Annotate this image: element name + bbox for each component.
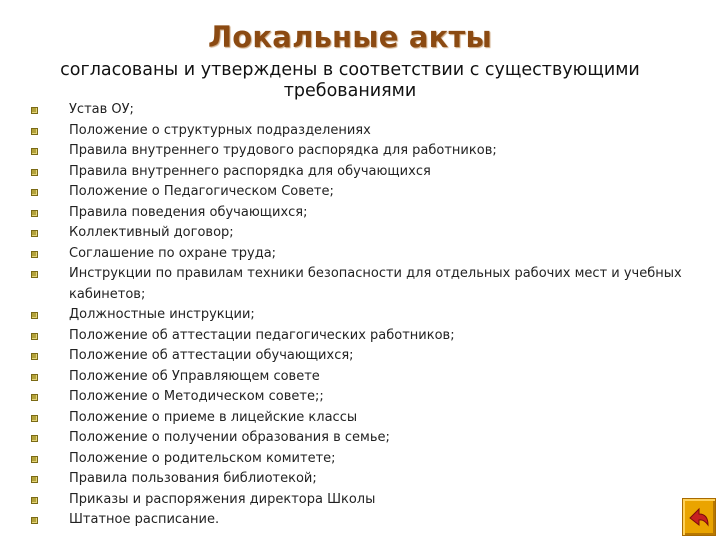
square-bullet-icon [31,333,38,340]
list-item [28,346,688,367]
list-item-text: Правила поведения обучающихся; [69,204,308,220]
square-bullet-icon [31,230,38,237]
list-item [28,121,688,142]
list-item [28,326,688,347]
square-bullet-icon [31,107,38,114]
return-arrow-icon [687,505,711,529]
list-item-text: Положение о получении образования в семье; [69,430,390,445]
list-item [28,469,688,490]
list-item-text: Штатное расписание. [69,512,220,527]
return-nav-button[interactable] [682,498,716,536]
square-bullet-icon [31,456,38,463]
square-bullet-icon [31,271,38,278]
list-item-text: Положение об аттестации педагогических работников; [69,327,455,343]
square-bullet-icon [31,169,38,176]
square-bullet-icon [31,517,38,524]
list-item-text: Правила пользования библиотекой; [69,471,317,486]
list-item [28,428,688,449]
square-bullet-icon [31,476,38,483]
square-bullet-icon [31,148,38,155]
list-item-text: Приказы и распоряжения директора Школы [69,491,376,507]
list-item [28,141,688,162]
list-item-text: Положение о родительском комитете; [69,450,336,466]
list-item [28,100,688,121]
list-item-text: Инструкции по правилам техники безопасности для отдельных рабочих мест и учебных кабинетов; [69,266,682,302]
subtitle-line-2: требованиями [283,81,417,101]
list-item [28,182,688,203]
square-bullet-icon [31,415,38,422]
list-item [28,408,688,429]
list-item-text: Положение об Управляющем совете [69,368,320,384]
list-item-text: Правила внутреннего трудового распорядка для работников; [69,143,497,158]
list-item-text: Устав ОУ; [69,102,134,117]
square-bullet-icon [31,374,38,381]
square-bullet-icon [31,210,38,217]
square-bullet-icon [31,435,38,442]
square-bullet-icon [31,394,38,401]
list-item [28,203,688,224]
list-item-text: Должностные инструкции; [69,307,255,322]
list-item [28,387,688,408]
list-item-text: Коллективный договор; [69,225,234,240]
square-bullet-icon [31,497,38,504]
list-item [28,223,688,244]
list-item [28,367,688,388]
square-bullet-icon [31,251,38,258]
list-item-text: Правила внутреннего распорядка для обучающихся [69,163,431,179]
slide-title: Локальные акты [208,20,492,54]
square-bullet-icon [31,312,38,319]
list-item [28,162,688,183]
list-item [28,490,688,511]
list-item-text: Положение о приеме в лицейские классы [69,409,358,425]
list-item-text: Положение об аттестации обучающихся; [69,348,354,363]
list-item-text: Положение о Педагогическом Совете; [69,184,334,199]
square-bullet-icon [31,353,38,360]
acts-list [28,100,688,531]
list-item [28,305,688,326]
list-item [28,264,688,305]
slide-subtitle [0,60,700,102]
list-item [28,510,688,531]
square-bullet-icon [31,128,38,135]
list-item-text: Положение о структурных подразделениях [69,122,371,138]
list-item [28,244,688,265]
square-bullet-icon [31,189,38,196]
subtitle-line-1: согласованы и утверждены в соответствии с существующими [60,60,640,80]
list-item [28,449,688,470]
list-item-text: Положение о Методическом совете;; [69,389,324,404]
list-item-text: Соглашение по охране труда; [69,245,277,261]
